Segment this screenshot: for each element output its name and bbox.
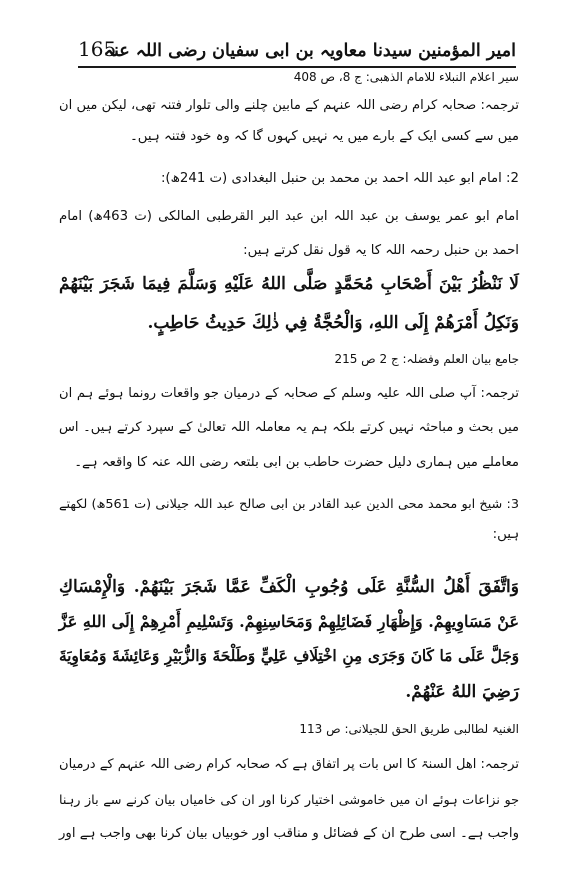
reference-jami-bayan: جامع بیان العلم وفضلہ: ج 2 ص 215 — [334, 352, 519, 366]
arabic-quote-2-line-4: رَضِيَ اللهُ عَنْهُمْ. — [405, 682, 519, 702]
translation-3-line-1: ترجمہ: اھل السنۃ کا اس بات پر اتفاق ہے کہ صحابہ کرام رضی اللہ عنہم کے درمیان — [59, 757, 519, 772]
translation-2-line-3: معاملے میں ہماری دلیل حضرت حاطب بن ابی بلتعہ رضی اللہ عنہ کا واقعہ ہے۔ — [74, 455, 519, 470]
section-3-heading: 3: شیخ ابو محمد محی الدین عبد القادر بن ابی صالح عبد اللہ جیلانی (ت 561ھ) لکھتے — [59, 497, 519, 512]
section-2-heading: 2: امام ابو عبد اللہ احمد بن محمد بن حنبل البغدادی (ت 241ھ): — [160, 171, 519, 186]
translation-1-line-1: ترجمہ: صحابہ کرام رضی اللہ عنہم کے مابین چلنے والی تلوار فتنہ تھی، لیکن میں ان — [59, 98, 519, 113]
page-number: 165 — [78, 37, 117, 61]
arabic-quote-1-line-1: لَا نَنْظُرُ بَيْنَ أَصْحَابِ مُحَمَّدٍ صَلَّى اللهُ عَلَيْهِ وَسَلَّمَ فِيمَا شَجَرَ بَيْنَهُمْ — [59, 274, 519, 294]
reference-ghunya: الغنیۃ لطالبی طریق الحق للجیلانی: ص 113 — [299, 722, 519, 736]
arabic-quote-2-line-2: عَنْ مَسَاوِيهِمْ. وَإِظْهَارِ فَضَائِلِهِمْ وَمَحَاسِنِهِمْ. وَتَسْلِيمِ أَمْرِهِمْ إِلَى اللهِ عَزَّ — [58, 612, 519, 631]
section-3-continuation: ہیں: — [492, 527, 519, 542]
arabic-quote-2-line-1: وَاتَّفَقَ أَهْلُ السُّنَّةِ عَلَى وُجُوبِ الْكَفِّ عَمَّا شَجَرَ بَيْنَهُمْ. وَالْإِمْسَاكِ — [59, 577, 519, 597]
translation-2-line-2: میں بحث و مباحثہ نہیں کرتے بلکہ ہم یہ معاملہ اللہ تعالیٰ کے سپرد کرتے ہیں۔ اس — [59, 420, 519, 435]
body-line-1: امام ابو عمر یوسف بن عبد اللہ ابن عبد البر القرطبی المالکی (ت 463ھ) امام — [59, 209, 519, 224]
reference-siyar: سیر اعلام النبلاء للامام الذھبی: ج 8، ص 408 — [293, 70, 519, 84]
running-title: امیر المؤمنین سیدنا معاویہ بن ابی سفیان رضی اللہ عنہ — [103, 41, 516, 61]
arabic-quote-1-line-2: وَنَكِلُ أَمْرَهُمْ إِلَى اللهِ، وَالْحُجَّةُ فِي ذٰلِكَ حَدِيثُ حَاطِبٍ. — [147, 313, 519, 333]
body-line-2: احمد بن حنبل رحمہ اللہ کا یہ قول نقل کرتے ہیں: — [243, 243, 519, 258]
arabic-quote-2-line-3: وَجَلَّ عَلَى مَا كَانَ وَجَرَى مِنِ اخْتِلَافِ عَلِيٍّ وَطَلْحَةَ وَالزُّبَيْرِ وَعَائِشَةَ وَمُعَاوِيَةَ — [59, 647, 519, 665]
translation-1-line-2: میں سے کسی ایک کے بارے میں یہ نہیں کہوں گا کہ وہ خود فتنہ ہیں۔ — [130, 129, 519, 144]
translation-3-line-3: واجب ہے۔ اسی طرح ان کے فضائل و مناقب اور خوبیاں بیان کرنا بھی واجب ہے اور — [59, 826, 519, 841]
translation-3-line-2: جو نزاعات ہوئے ان میں خاموشی اختیار کرنا اور ان کی خامیاں بیان کرنے سے باز رہنا — [59, 793, 519, 808]
page-header — [78, 26, 516, 68]
translation-2-line-1: ترجمہ: آپ صلی اللہ علیہ وسلم کے صحابہ کے درمیان جو واقعات رونما ہوئے ہم ان — [59, 386, 519, 401]
